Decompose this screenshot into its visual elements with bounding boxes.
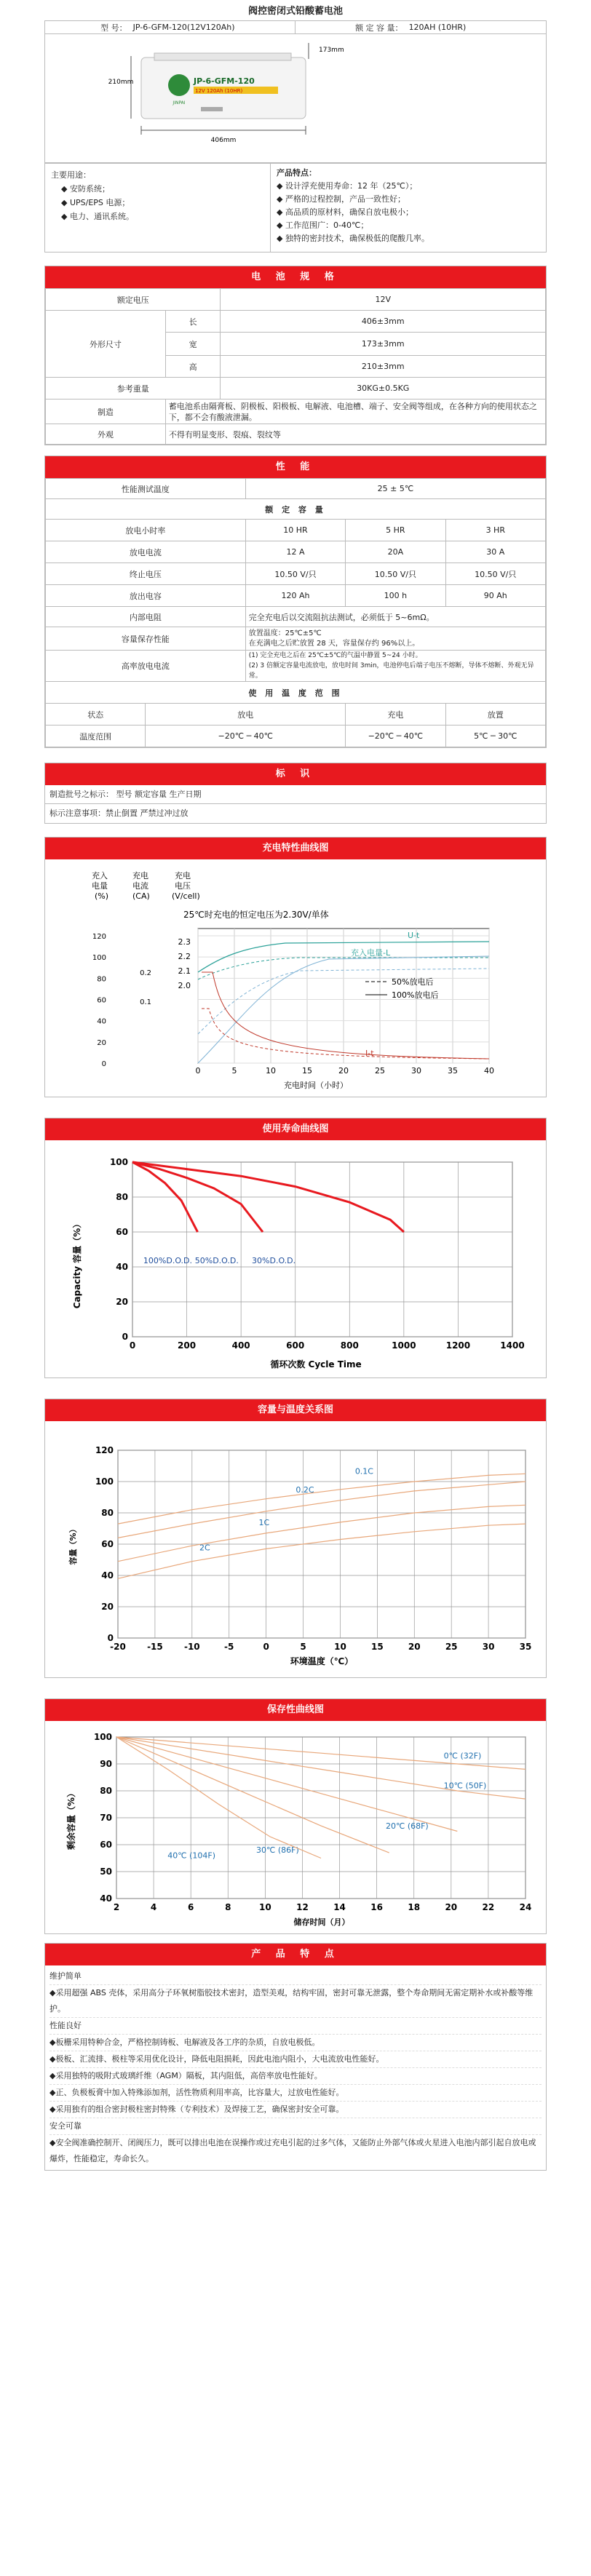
battery-model-text: JP-6-GFM-120 [194,76,255,86]
usage-item: ◆ UPS/EPS 电源； [61,198,130,207]
series-label: 10℃ (50F) [443,1781,487,1791]
feature-item: ◆ 设计浮充使用寿命：12 年（25℃）； [277,181,418,191]
xtick-label: 8 [225,1902,231,1912]
model-value: JP-6-GFM-120(12V120Ah) [130,21,296,34]
capacity-label: 额 定 容 量： [296,21,406,34]
series-label: 0.1C [354,1466,374,1476]
cycle-chart-title: 使用寿命曲线图 [45,1118,546,1140]
curve-q-label: 充入电量-L [351,948,391,958]
charge-xtick: 25 [375,1066,385,1076]
perf-label: 放电电流 [46,541,246,563]
ytick-label: 0 [122,1332,128,1342]
product-para: ◆正、负极板膏中加入特殊添加剂，活性物质利用率高，比容量大，过放电性能好。 [49,2085,542,2102]
product-para: ◆采用独有的组合密封极柱密封特殊（专利技术）及焊接工艺，确保密封安全可靠。 [49,2102,542,2118]
marks-section [44,763,547,824]
usage-text: 安防系统； [69,184,110,194]
perf-value: 10.50 V/只 [346,563,445,585]
spec-section [44,266,547,445]
charge-chart-title: 充电特性曲线图 [45,838,546,859]
xtick-label: -20 [110,1642,126,1652]
xtick-label: 0 [263,1642,269,1652]
perf-value: −20℃ ─ 40℃ [346,726,445,747]
model-label: 型 号： [45,21,130,34]
y3-label-2: 电压 [175,881,191,891]
ytick-label: 50 [100,1867,112,1877]
ytick-label: 100 [93,1732,112,1742]
xtick-label: 22 [482,1902,495,1912]
plot-frame [132,1162,512,1337]
ytick-label: 40 [100,1893,112,1904]
xtick-label: 6 [188,1902,194,1912]
spec-label: 制造 [46,399,166,424]
series-line [118,1474,525,1524]
usage-text: UPS/EPS 电源； [69,198,130,207]
perf-value: 20A [346,541,445,563]
charge-note: 25℃时充电的恒定电压为2.30V/单体 [183,910,329,920]
product-section [44,1943,547,2171]
ytick-label: 60 [116,1227,128,1237]
charge-y1tick: 100 [92,954,106,963]
intro-table [44,163,547,253]
storage-chart-svg [45,1721,546,1931]
product-para: 维护简单 [49,1968,542,1985]
rated-cap-title: 额 定 容 量 [46,499,546,520]
spec-sublabel: 高 [165,356,221,378]
ytick-label: 100 [109,1157,128,1167]
charge-y3tick: 2.0 [178,981,191,990]
xtick-label: 200 [178,1340,197,1351]
feature-text: 工作范围广：0-40℃； [285,220,369,230]
charge-y1tick: 120 [92,933,106,941]
xtick-label: -10 [183,1642,200,1652]
ytick-label: 100 [95,1476,114,1487]
curve-i [202,972,489,1059]
series-label: 20℃ (68F) [385,1821,429,1831]
charge-chart-svg [45,859,546,1094]
xtick-label: 1400 [500,1340,525,1351]
perf-label: 放电小时率 [46,520,246,541]
y3-label-3: (V/cell) [172,891,200,901]
xtick-label: 30 [482,1642,495,1652]
y2-label-1: 充电 [132,871,148,880]
series-label: 50%D.O.D. [194,1256,239,1266]
spec-label: 额定电压 [46,289,221,311]
y1-label-1: 充入 [92,871,108,880]
xtick-label: 5 [300,1642,306,1652]
series-label: 1C [258,1518,270,1528]
xtick-label: 600 [286,1340,305,1351]
usage-title: 主要用途： [51,170,91,180]
series-label: 2C [199,1543,210,1553]
ytick-label: 90 [100,1759,112,1769]
ytick-label: 40 [101,1570,114,1581]
spec-value: 406±3mm [221,311,546,333]
ytick-label: 80 [100,1786,112,1796]
charge-y2tick: 0.1 [140,998,151,1006]
cycle-chart [44,1118,547,1378]
temp-chart [44,1399,547,1678]
doc-title: 阀控密闭式铅酸蓄电池 [247,6,343,17]
xtick-label: 1200 [445,1340,471,1351]
battery-drawing-svg [45,34,547,163]
product-body [45,1965,546,2170]
usage-text: 电力、通讯系统。 [69,212,134,221]
charge-xtick: 5 [231,1066,237,1076]
perf-value: 12 A [245,541,345,563]
feature-item: ◆ 严格的过程控制，产品一致性好； [277,194,406,204]
features-cell [271,164,547,253]
ytick-label: 80 [101,1508,114,1518]
battery-sub-text: 12V 120Ah (10HR) [195,88,243,94]
series-label: 30℃ (86F) [256,1845,299,1856]
width-dim-text: 406mm [210,137,237,144]
y2-label-2: 电流 [132,881,148,891]
feature-item: ◆ 工作范围广：0-40℃； [277,220,369,230]
storage-ylabel: 剩余容量（%） [66,1788,76,1850]
series-line [118,1505,525,1561]
xtick-label: -15 [147,1642,163,1652]
series-label: 30%D.O.D. [252,1256,296,1266]
charge-chart [44,837,547,1097]
product-para: 安全可靠 [49,2118,542,2135]
perf-label: 容量保存性能 [46,627,246,651]
charge-grid [92,929,494,1076]
perf-value: 25 ± 5℃ [245,479,545,499]
features-title: 产品特点： [277,168,317,178]
charge-xtick: 0 [195,1066,201,1076]
storage-chart [44,1698,547,1934]
spec-title: 电 池 规 格 [45,266,546,288]
usage-cell [45,164,271,253]
perf-label: 终止电压 [46,563,246,585]
charge-xlabel: 充电时间（小时） [284,1081,348,1090]
ytick-label: 60 [100,1840,112,1850]
feature-text: 独特的密封技术，确保极低的爬酸几率。 [285,234,430,243]
perf-label: 放出电容 [46,585,246,607]
charge-y3tick: 2.3 [178,937,191,947]
charge-xtick: 10 [266,1066,276,1076]
feature-item: ◆ 独特的密封技术，确保极低的爬酸几率。 [277,234,430,243]
perf-title: 性 能 [45,456,546,478]
spec-value: 蓄电池系由隔膏板、阴极板、阳极板、电解液、电池槽、端子、安全阀等组成，在各种方向的使用状态之下，都不会有酸液泄漏。 [165,399,545,424]
ytick-label: 0 [107,1633,114,1643]
perf-label: 高率放电电流 [46,651,246,682]
xtick-label: 12 [296,1902,309,1912]
depth-dim-text: 173mm [319,47,344,54]
charge-y3tick: 2.2 [178,952,191,961]
temp-xlabel: 环境温度（℃） [290,1656,354,1666]
logo-icon [168,74,190,96]
product-para: 性能良好 [49,2018,542,2035]
xtick-label: 10 [259,1902,271,1912]
spec-value: 不得有明显变形、裂痕、裂纹等 [165,424,545,445]
xtick-label: 10 [334,1642,346,1652]
y3-label-1: 充电 [175,871,191,880]
spec-label: 外观 [46,424,166,445]
battery-lid [154,53,291,60]
xtick-label: 20 [408,1642,421,1652]
series-label: 100%D.O.D. [143,1256,193,1266]
legend-label-2: 100%放电后 [392,990,439,1000]
y1-label-2: 电量 [92,881,108,891]
marks-row: 制造批号之标示： 型号 额定容量 生产日期 [45,785,546,804]
battery-drawing [44,34,547,163]
range-title: 使 用 温 度 范 围 [46,682,546,704]
perf-section [44,456,547,748]
storage-chart-title: 保存性曲线图 [45,1699,546,1721]
ytick-label: 40 [116,1262,128,1272]
perf-table [45,478,546,747]
perf-value: 放电 [146,704,346,726]
perf-label: 性能测试温度 [46,479,246,499]
spec-label: 外形尺寸 [46,311,166,378]
xtick-label: 15 [371,1642,384,1652]
charge-y2tick: 0.2 [140,969,151,977]
product-para: ◆采用超强 ABS 壳体，采用高分子环氧树脂胶技术密封，造型美观，结构牢固，密封可靠无泄露，整个寿命期间无需定期补水或补酸等维护。 [49,1985,542,2018]
ytick-label: 20 [101,1602,114,1612]
perf-label: 状态 [46,704,146,726]
marks-row: 标示注意事项：禁止倒置 严禁过冲过放 [49,808,189,818]
charge-xtick: 15 [302,1066,312,1076]
product-para: ◆板栅采用特种合金，严格控制铸板、电解液及各工序的杂质，自放电极低。 [49,2035,542,2051]
feature-text: 高品质的原材料，确保自放电极小； [285,207,414,217]
curve-u-label: U-t [408,931,420,940]
perf-label: 温度范围 [46,726,146,747]
cycle-ylabel: Capacity 容量（%） [72,1219,82,1309]
ytick-label: 60 [101,1539,114,1549]
temp-chart-title: 容量与温度关系图 [45,1399,546,1421]
barcode-icon [201,107,223,111]
charge-xtick: 30 [411,1066,421,1076]
perf-value: 10.50 V/只 [445,563,545,585]
charge-y1tick: 40 [97,1017,106,1026]
ytick-label: 120 [95,1445,114,1455]
series-label: 0℃ (32F) [443,1751,482,1761]
spec-value: 173±3mm [221,333,546,356]
charge-y3tick: 2.1 [178,966,191,976]
xtick-label: 2 [113,1902,120,1912]
storage-xlabel: 储存时间（月） [293,1917,350,1927]
perf-value: 3 HR [445,520,545,541]
charge-xtick: 20 [338,1066,349,1076]
perf-value: 90 Ah [445,585,545,607]
spec-sublabel: 宽 [165,333,221,356]
product-para: ◆极板、汇流排、极柱等采用优化设计，降低电阻损耗，因此电池内阻小，大电流放电性能好。 [49,2051,542,2068]
brand-text: JINPAI [172,100,186,106]
charge-xtick: 35 [448,1066,458,1076]
perf-value: 10 HR [245,520,345,541]
y2-label-3: (CA) [132,891,150,901]
xtick-label: 14 [333,1902,346,1912]
feature-text: 严格的过程控制，产品一致性好； [285,194,406,204]
spec-label: 参考重量 [46,378,221,399]
legend-label-1: 50%放电后 [392,977,434,987]
temp-chart-svg [45,1421,546,1674]
series-line [118,1482,525,1538]
cycle-xlabel: 循环次数 Cycle Time [270,1359,362,1370]
perf-value: 100 h [346,585,445,607]
charge-y1tick: 60 [97,996,106,1005]
content [44,4,547,2171]
xtick-label: 18 [408,1902,421,1912]
perf-value: 5 HR [346,520,445,541]
perf-value: −20℃ ─ 40℃ [146,726,346,747]
usage-item: ◆ 安防系统； [61,184,110,194]
xtick-label: 20 [445,1902,458,1912]
xtick-label: 0 [129,1340,136,1351]
product-para: ◆安全阀准确控制开、闭阀压力，既可以排出电池在误操作或过充电引起的过多气体，又能防止外部气体或火星进入电池内部引起自放电或爆炸，性能稳定，寿命长久。 [49,2138,536,2163]
height-dim-text: 210mm [108,79,134,86]
charge-y1tick: 80 [97,975,106,984]
xtick-label: 24 [519,1902,532,1912]
feature-item: ◆ 高品质的原材料，确保自放电极小； [277,207,414,217]
xtick-label: 25 [445,1642,458,1652]
curve-i-50 [202,1009,489,1059]
perf-value: 充电 [346,704,445,726]
series-line [116,1737,457,1832]
product-title: 产 品 特 点 [45,1944,546,1965]
marks-title: 标 识 [45,763,546,785]
spec-value: 30KG±0.5KG [221,378,546,399]
perf-value: 10.50 V/只 [245,563,345,585]
series-label: 40℃ (104F) [167,1850,216,1861]
perf-value: 120 Ah [245,585,345,607]
xtick-label: 1000 [392,1340,416,1351]
spec-value: 210±3mm [221,356,546,378]
perf-value: 完全充电后以交流阻抗法测试，必须低于 5~6mΩ。 [245,607,545,627]
series-label: 0.2C [296,1485,314,1495]
y1-label-3: (%) [95,891,109,901]
charge-y1tick: 0 [101,1060,106,1068]
spec-table [45,288,546,445]
product-para: ◆采用独特的吸附式玻璃纤维（AGM）隔板，其内阻低，高倍率放电性能好。 [49,2068,542,2085]
model-table [44,20,547,34]
charge-xtick: 40 [484,1066,494,1076]
series-line [116,1737,321,1859]
perf-value: 5℃ ─ 30℃ [445,726,545,747]
ytick-label: 20 [116,1297,128,1307]
perf-value: 30 A [445,541,545,563]
curve-i-label: I-t [365,1049,374,1058]
spec-value: 12V [221,289,546,311]
xtick-label: 800 [340,1340,359,1351]
ytick-label: 80 [116,1192,128,1202]
perf-value: (1) 完全充电之后在 25℃±5℃的气温中静置 5~24 小时。 (2) 3 倍额定容量电流放电，放电时间 3min，电池停电后端子电压不熔断，导体不熔断、外观无异常。 [245,651,545,682]
ytick-label: 70 [100,1813,112,1823]
capacity-value: 120AH (10HR) [406,21,547,34]
xtick-label: 400 [231,1340,250,1351]
perf-label: 内部电阻 [46,607,246,627]
perf-value: 放置 [445,704,545,726]
usage-item: ◆ 电力、通讯系统。 [61,212,134,221]
perf-value: 放置温度：25℃±5℃ 在充满电之后贮放置 28 天，容量保存约 96%以上。 [245,627,545,651]
spec-sublabel: 长 [165,311,221,333]
series-line [118,1524,525,1578]
feature-text: 设计浮充使用寿命：12 年（25℃）； [285,181,418,191]
xtick-label: 4 [150,1902,157,1912]
cycle-chart-svg [45,1140,546,1375]
charge-y1tick: 20 [97,1038,106,1047]
xtick-label: 35 [519,1642,532,1652]
xtick-label: -5 [224,1642,234,1652]
xtick-label: 16 [370,1902,383,1912]
temp-ylabel: 容量（%） [68,1524,78,1565]
